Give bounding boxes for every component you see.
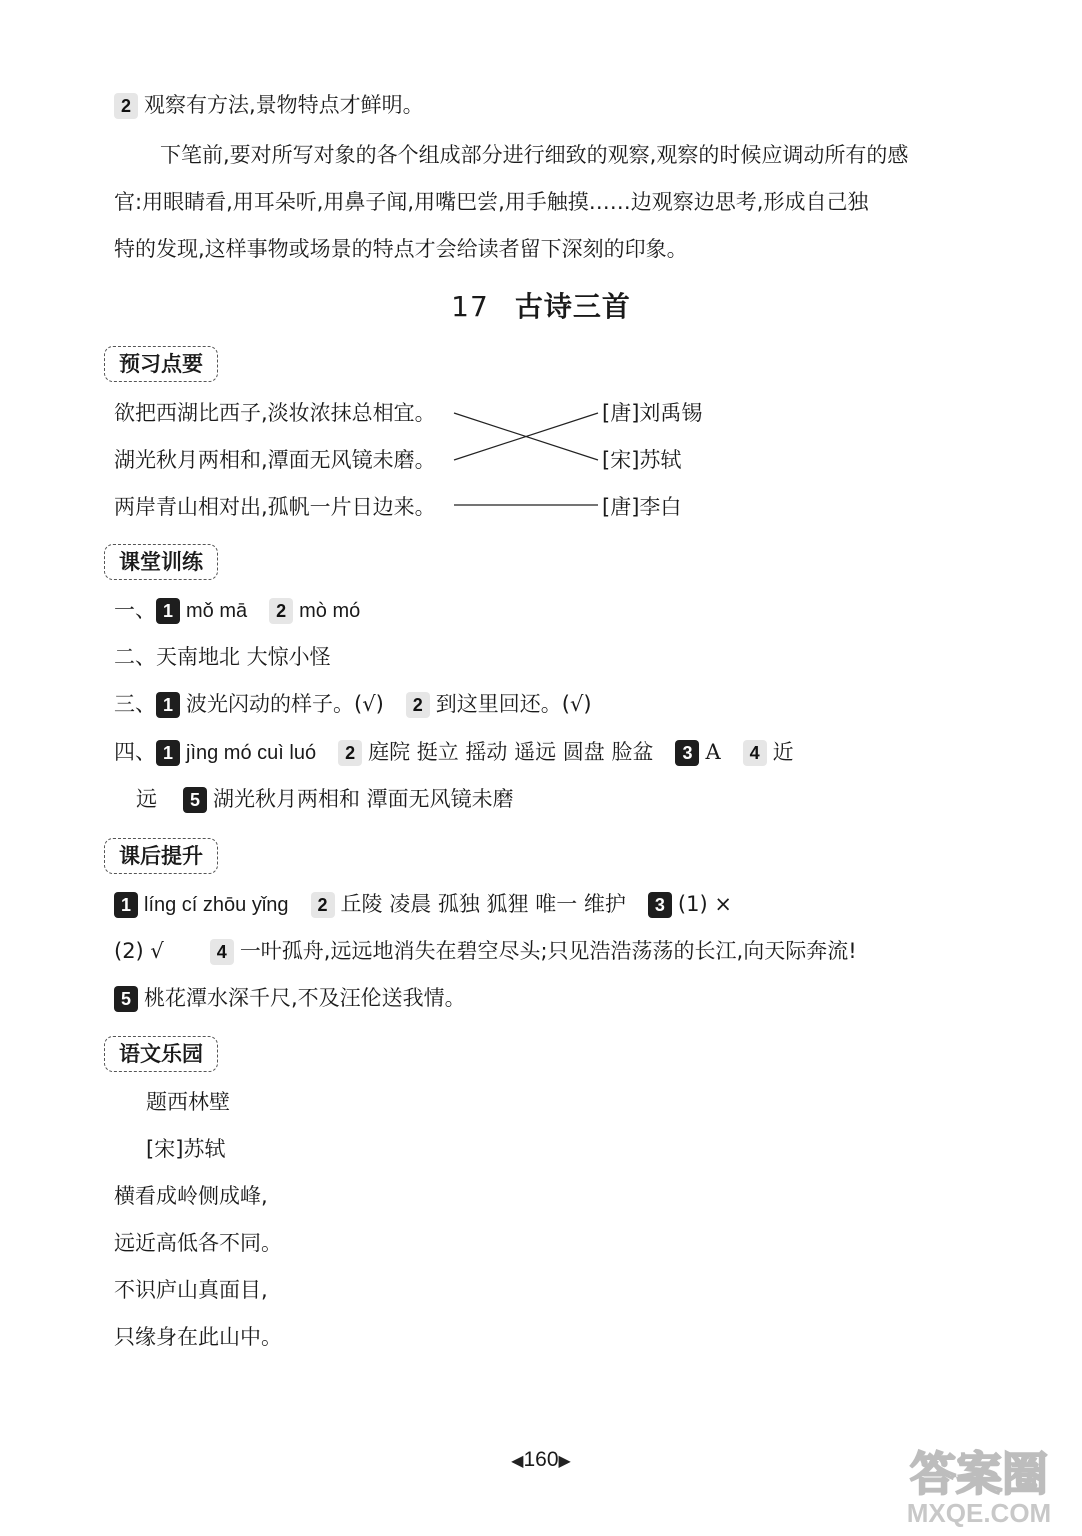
answer-text: 湖光秋月两相和 潭面无风镜未磨 — [213, 787, 514, 811]
answer-row-1 — [114, 889, 732, 920]
number-badge: 1 — [156, 598, 180, 624]
answer-row-2 — [114, 936, 857, 966]
paragraph-line: 下笔前,要对所写对象的各个组成部分进行细致的观察,观察的时候应调动所有的感 — [160, 143, 909, 167]
poem-line: 不识庐山真面目, — [114, 1278, 268, 1302]
section-heading: 课堂训练 — [104, 544, 218, 580]
poem-line: 横看成岭侧成峰, — [114, 1184, 268, 1208]
answer-row-1 — [114, 595, 360, 626]
number-badge: 2 — [311, 892, 335, 918]
number-badge: 2 — [269, 598, 293, 624]
poem-line-left: 欲把西湖比西子,淡妆浓抹总相宜。 — [114, 401, 436, 425]
section-heading: 预习点要 — [104, 346, 218, 382]
answer-text: A — [705, 740, 721, 764]
lesson-number: 17 — [451, 290, 489, 323]
matching-lines — [0, 0, 1082, 600]
number-badge: 5 — [183, 787, 207, 813]
paragraph-line: 官:用眼睛看,用耳朵听,用鼻子闻,用嘴巴尝,用手触摸……边观察边思考,形成自己独 — [114, 190, 869, 214]
number-badge: 2 — [406, 692, 430, 718]
poem-line: 远近高低各不同。 — [114, 1231, 282, 1255]
answer-row-3 — [114, 689, 592, 719]
answer-text: mò mó — [299, 600, 361, 622]
answer-text: 近 — [772, 740, 794, 764]
number-badge: 2 — [338, 740, 362, 766]
section-heading: 课后提升 — [104, 838, 218, 874]
watermark-chars: 答案圈 — [910, 1448, 1048, 1500]
poem-title: 题西林壁 — [146, 1090, 230, 1114]
answer-text: 庭院 挺立 摇动 遥远 圆盘 脸盆 — [368, 740, 654, 764]
number-badge: 3 — [648, 892, 672, 918]
answer-row-5 — [136, 784, 514, 814]
poem-line: 只缘身在此山中。 — [114, 1325, 282, 1349]
answer-text: 丘陵 凌晨 孤独 狐狸 唯一 维护 — [340, 892, 626, 916]
number-badge: 4 — [743, 740, 767, 766]
answer-row-4 — [114, 737, 794, 768]
answer-text: 到这里回还。(√) — [435, 692, 592, 716]
answer-text: 观察有方法,景物特点才鲜明。 — [144, 93, 424, 117]
poem-author: [宋]苏轼 — [146, 1137, 226, 1161]
answer-text: jìng mó cuì luó — [186, 742, 317, 764]
answer-text: líng cí zhōu yǐng — [144, 894, 289, 916]
answer-text: 桃花潭水深千尺,不及汪伦送我情。 — [144, 986, 466, 1010]
number-badge: 1 — [156, 692, 180, 718]
poem-line-left: 两岸青山相对出,孤帆一片日边来。 — [114, 495, 436, 519]
right-arrow-icon: ▶ — [558, 1453, 571, 1470]
poet-name: [唐]刘禹锡 — [602, 401, 703, 425]
left-arrow-icon: ◀ — [511, 1453, 524, 1470]
answer-text: (1) × — [677, 892, 732, 916]
number-badge: 1 — [156, 740, 180, 766]
answer-text: 波光闪动的样子。(√) — [186, 692, 384, 716]
number-badge: 3 — [675, 740, 699, 766]
answer-text: mǒ mā — [186, 600, 248, 622]
section-heading: 语文乐园 — [104, 1036, 218, 1072]
answer-row-3 — [114, 983, 466, 1013]
lesson-name: 古诗三首 — [514, 290, 631, 323]
watermark-url: MXQE.COM — [906, 1498, 1052, 1528]
page-number-text: 160 — [523, 1448, 559, 1471]
poet-name: [宋]苏轼 — [602, 448, 682, 472]
number-badge: 4 — [210, 939, 234, 965]
watermark-logo — [884, 1438, 1074, 1530]
row-lead: 一、 — [114, 598, 156, 622]
row-lead: 三、 — [114, 692, 156, 716]
row-lead: (2) √ — [114, 939, 164, 963]
poet-name: [唐]李白 — [602, 495, 682, 519]
row-lead: 四、 — [114, 740, 156, 764]
row-lead: 远 — [136, 787, 157, 811]
number-badge: 1 — [114, 892, 138, 918]
answer-text: 一叶孤舟,远远地消失在碧空尽头;只见浩浩荡荡的长江,向天际奔流! — [239, 939, 857, 963]
paragraph-line: 特的发现,这样事物或场景的特点才会给读者留下深刻的印象。 — [114, 237, 688, 261]
answer-row-2: 二、天南地北 大惊小怪 — [114, 645, 331, 669]
number-badge: 5 — [114, 986, 138, 1012]
poem-line-left: 湖光秋月两相和,潭面无风镜未磨。 — [114, 448, 436, 472]
number-badge: 2 — [114, 93, 138, 119]
